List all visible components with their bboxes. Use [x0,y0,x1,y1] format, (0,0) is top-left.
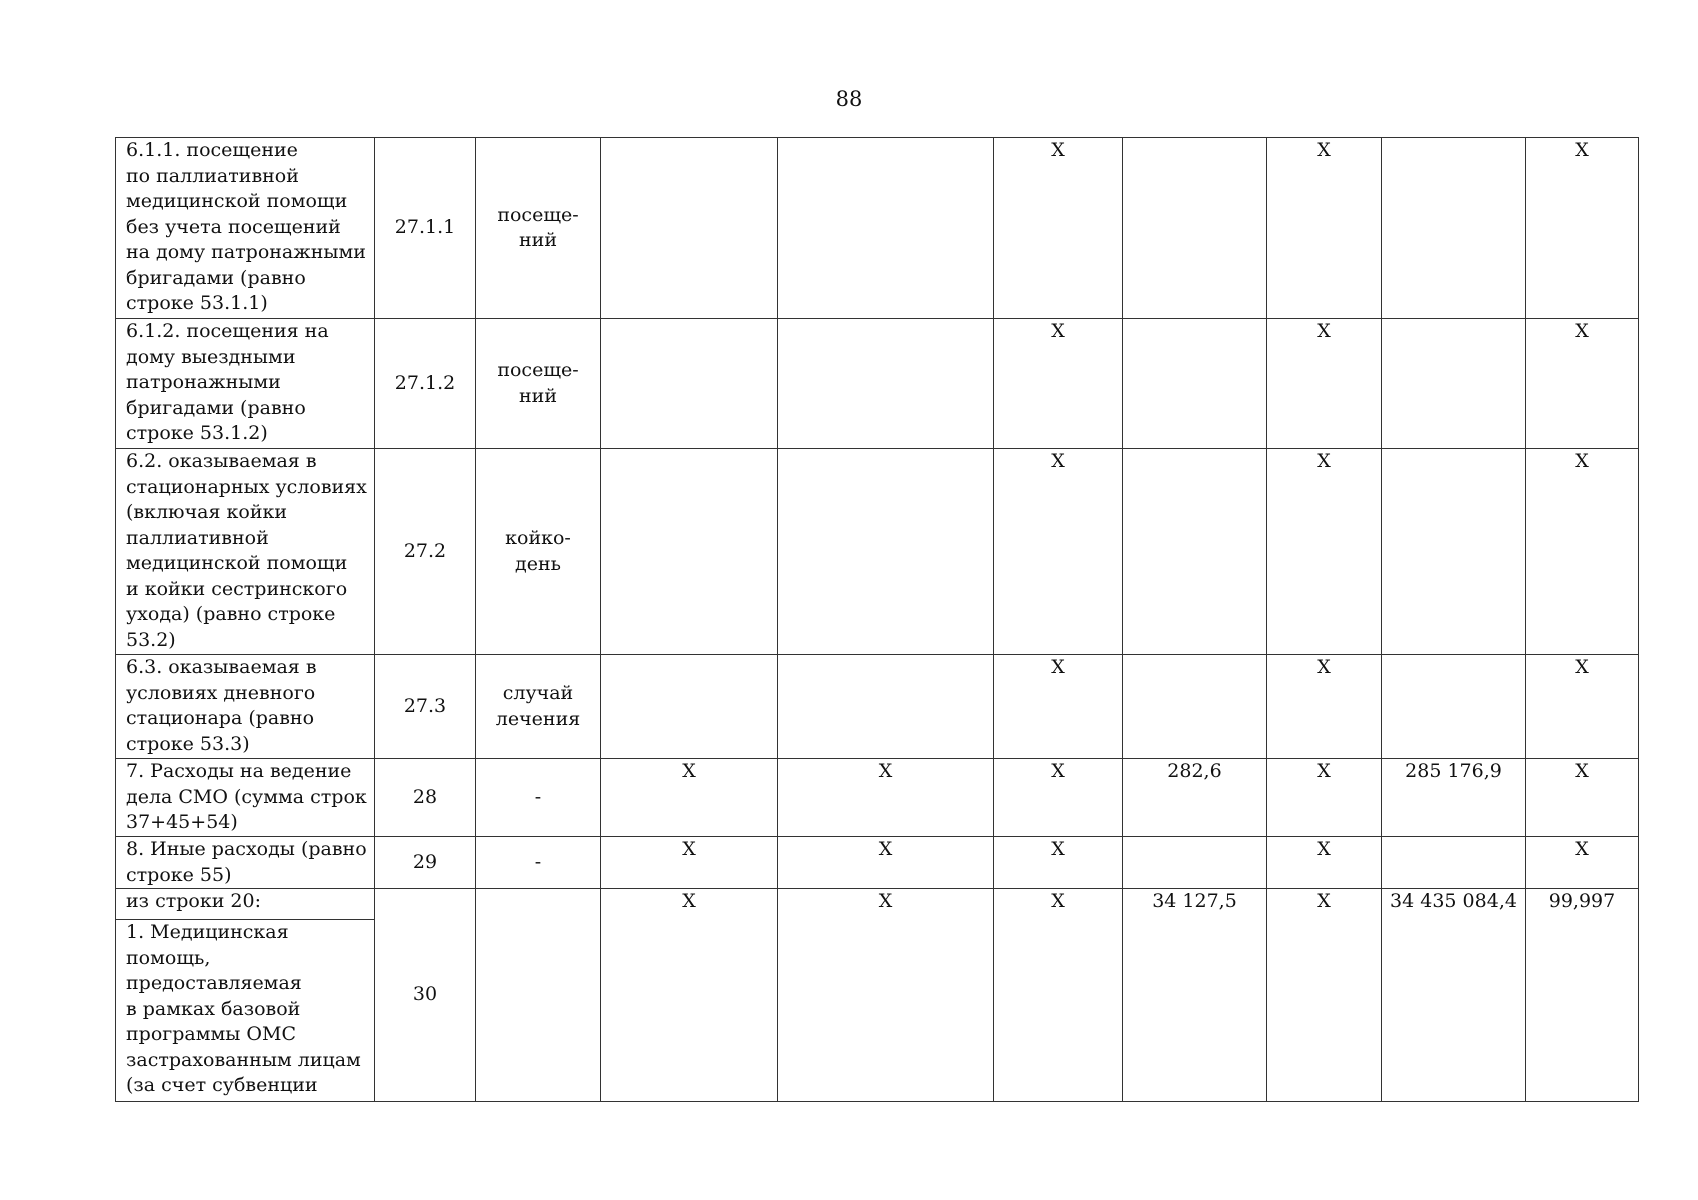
row-name-line: 6.1.1. посещение [126,139,298,161]
row-code-cell: 27.3 [375,655,476,759]
value-cell-c7 [1123,319,1267,449]
row-name-line: программы ОМС [126,1023,296,1045]
unit-cell [476,889,601,1102]
row-name-line: строке 55) [126,863,232,886]
value-cell-c9: 34 435 084,4 [1382,889,1526,1102]
value-cell-c4 [601,655,778,759]
value-cell-c6: X [994,138,1123,319]
value-cell-c4: X [601,759,778,837]
value-cell-c6: X [994,759,1123,837]
row-name-line: в рамках базовой [126,997,301,1020]
row-name-line: (за счет субвенции [126,1074,318,1096]
value-cell-c9 [1382,837,1526,889]
table-row [116,889,1639,920]
value-cell-c8: X [1267,138,1382,319]
unit-line: ний [519,229,557,251]
row-name-cell [116,319,375,449]
unit-line: ний [519,384,557,407]
unit-line: койко- [505,527,571,549]
value-cell-c9 [1382,449,1526,655]
value-cell-c7 [1123,655,1267,759]
row-name-line: медицинской помощи [126,190,348,212]
row-name-line: строке 53.1.2) [126,422,268,444]
page-number: 88 [835,87,863,111]
value-cell-c8: X [1267,449,1382,655]
row-name-line: на дому патронажными [126,241,366,263]
unit-line: посеще- [497,203,579,226]
row-name-cell [116,449,375,655]
value-cell-c7 [1123,449,1267,655]
value-cell-c5: X [778,759,994,837]
value-cell-c10: X [1526,655,1639,759]
value-cell-c10: X [1526,319,1639,449]
row-name-cell [116,920,375,1102]
row-name-line: дела СМО (сумма строк [126,785,367,808]
value-cell-c4 [601,138,778,319]
value-cell-c4 [601,319,778,449]
unit-line: посеще- [497,359,579,381]
row-name-line: 6.3. оказываемая в [126,656,317,678]
row-name-line: бригадами (равно [126,396,306,419]
row-code-cell: 29 [375,837,476,889]
unit-line: случай [502,682,574,704]
value-cell-c8: X [1267,319,1382,449]
table-row [116,759,1639,837]
value-cell-c5 [778,138,994,319]
value-cell-c8: X [1267,837,1382,889]
value-cell-c8: X [1267,759,1382,837]
value-cell-c6: X [994,655,1123,759]
table-row [116,655,1639,759]
row-name-line: 7. Расходы на ведение [126,760,352,782]
value-cell-c5 [778,319,994,449]
row-name-line: паллиативной [126,526,269,549]
value-cell-c9: 285 176,9 [1382,759,1526,837]
value-cell-c7: 34 127,5 [1123,889,1267,1102]
value-cell-c6: X [994,837,1123,889]
unit-line: - [534,785,542,808]
row-name-line: 1. Медицинская [126,921,289,943]
row-code-cell: 27.1.1 [375,138,476,319]
value-cell-c5: X [778,889,994,1102]
value-cell-c10: X [1526,759,1639,837]
value-cell-c5 [778,449,994,655]
value-cell-c5: X [778,837,994,889]
row-name-line: 37+45+54) [126,811,238,833]
value-cell-c10: 99,997 [1526,889,1639,1102]
unit-cell [476,655,601,759]
row-name-line: бригадами (равно [126,266,306,289]
row-name-line: стационара (равно [126,707,315,729]
row-name-cell [116,138,375,319]
unit-cell [476,319,601,449]
unit-cell [476,837,601,889]
row-name-line: помощь, [126,946,211,969]
value-cell-c4: X [601,837,778,889]
row-name-line: строке 53.3) [126,732,250,755]
unit-line: - [534,850,542,873]
value-cell-c8: X [1267,655,1382,759]
row-name-line: медицинской помощи [126,552,348,574]
row-name-line: стационарных условиях [126,475,367,498]
value-cell-c10: X [1526,449,1639,655]
value-cell-c9 [1382,319,1526,449]
value-cell-c5 [778,655,994,759]
row-name-cell [116,837,375,889]
unit-cell [476,138,601,319]
value-cell-c6: X [994,319,1123,449]
value-cell-c7 [1123,837,1267,889]
row-name-line: ухода) (равно строке [126,603,336,625]
row-name-line: строке 53.1.1) [126,292,268,314]
row-name-line: без учета посещений [126,215,341,238]
row-name-line: предоставляемая [126,972,302,994]
value-cell-c9 [1382,655,1526,759]
value-cell-c7: 282,6 [1123,759,1267,837]
row-name-line: застрахованным лицам [126,1048,361,1071]
value-cell-c4 [601,449,778,655]
value-cell-c10: X [1526,138,1639,319]
value-cell-c9 [1382,138,1526,319]
table-row [116,319,1639,449]
row-name-line: 6.2. оказываемая в [126,450,317,472]
row-name-cell [116,655,375,759]
table-row [116,449,1639,655]
row-name-line: условиях дневного [126,681,316,704]
row-name-line: дому выездными [126,345,296,368]
table-row [116,138,1639,319]
row-name-line: по паллиативной [126,164,299,187]
row-name-cell [116,759,375,837]
unit-cell [476,759,601,837]
row-name-line: патронажными [126,371,281,393]
table-row [116,837,1639,889]
row-name-line: 8. Иные расходы (равно [126,838,367,860]
row-name-line: 53.2) [126,628,176,651]
row-code-cell: 27.1.2 [375,319,476,449]
row-name-line: 6.1.2. посещения на [126,320,329,342]
row-code-cell: 27.2 [375,449,476,655]
value-cell-c4: X [601,889,778,1102]
value-cell-c6: X [994,889,1123,1102]
row-name-line: (включая койки [126,501,288,523]
unit-cell [476,449,601,655]
value-cell-c7 [1123,138,1267,319]
row-code-cell: 30 [375,889,476,1102]
row-header-cell: из строки 20: [116,889,375,920]
value-cell-c6: X [994,449,1123,655]
unit-line: лечения [495,707,581,730]
data-table [115,137,1639,1102]
row-name-line: и койки сестринского [126,577,348,600]
row-code-cell: 28 [375,759,476,837]
unit-line: день [515,552,561,575]
value-cell-c8: X [1267,889,1382,1102]
value-cell-c10: X [1526,837,1639,889]
